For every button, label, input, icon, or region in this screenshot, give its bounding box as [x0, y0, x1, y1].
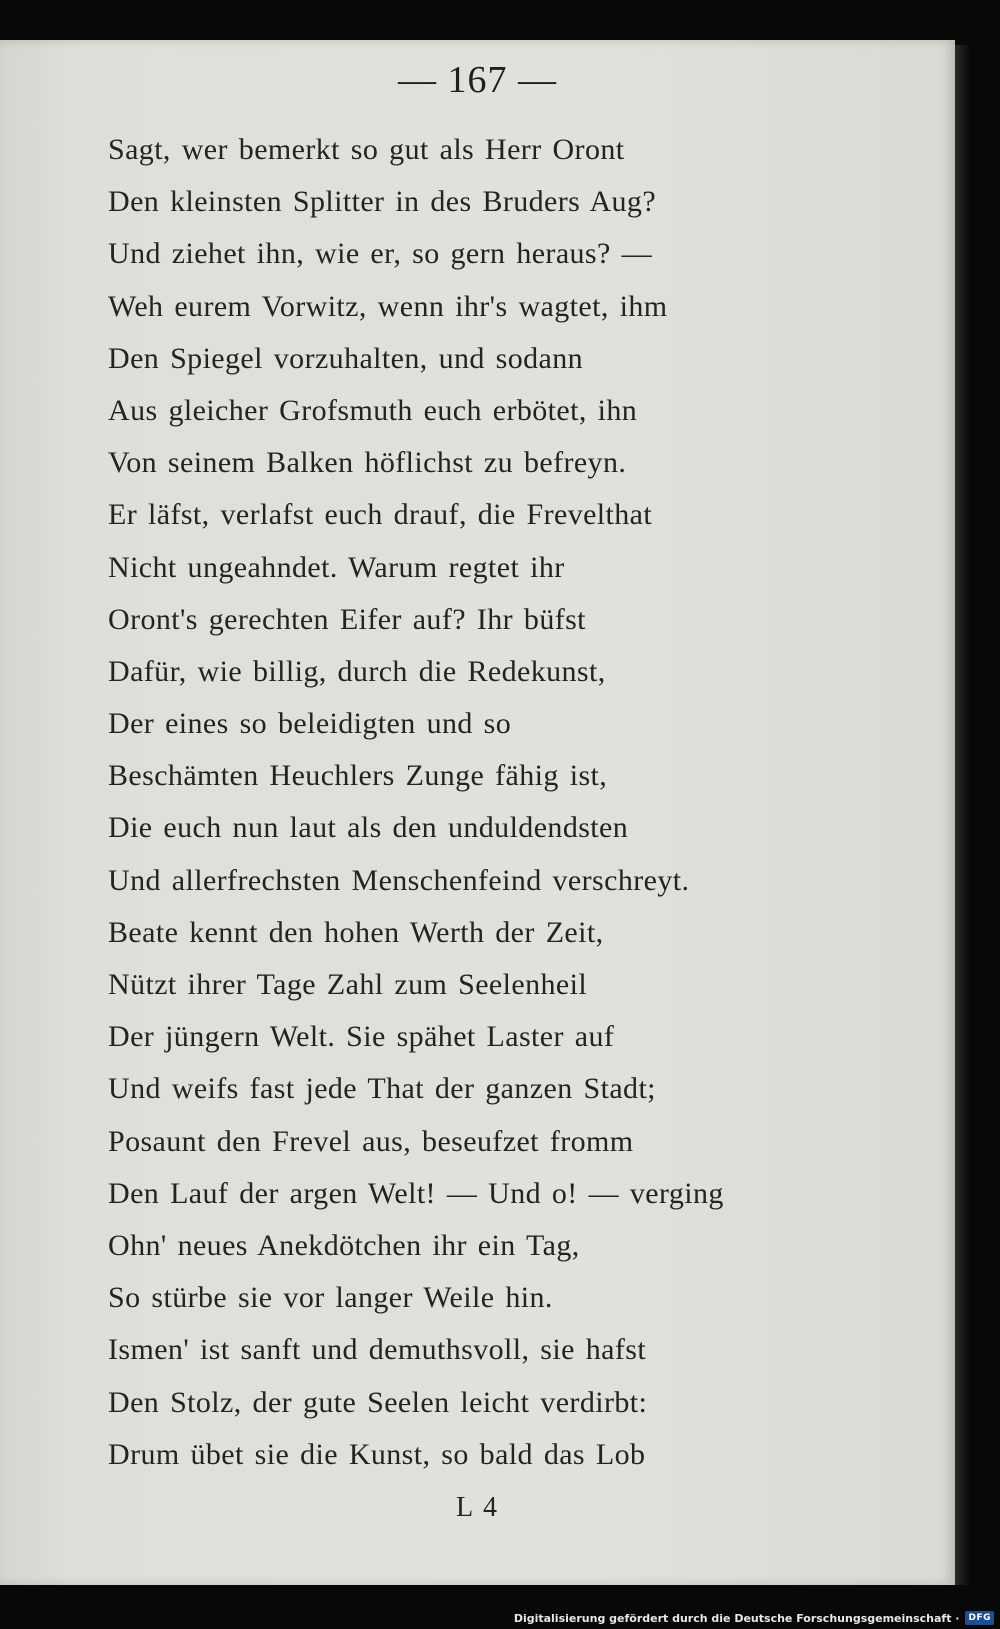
digitization-footer — [514, 1611, 994, 1625]
text-line: Den Spiegel vorzuhalten, und sodann — [108, 341, 584, 375]
text-line: Von seinem Balken höflichst zu befreyn. — [108, 446, 627, 480]
text-line: Und weifs fast jede That der ganzen Stadt; — [108, 1072, 656, 1106]
page-header: — 167 — — [398, 59, 557, 101]
signature-mark: L 4 — [455, 1492, 500, 1523]
text-line: Ismen' ist sanft und demuthsvoll, sie hafst — [108, 1333, 647, 1367]
text-line: Oront's gerechten Eifer auf? Ihr büfst — [108, 602, 586, 636]
text-line: Aus gleicher Grofsmuth euch erbötet, ihn — [108, 393, 638, 427]
text-line: Weh eurem Vorwitz, wenn ihr's wagtet, ihm — [108, 289, 668, 323]
footer-text: Digitalisierung gefördert durch die Deutsche Forschungsgemeinschaft · — [513, 1611, 960, 1625]
page-edge — [955, 45, 969, 1585]
text-line: Die euch nun laut als den unduldendsten — [108, 811, 629, 845]
text-line: Beschämten Heuchlers Zunge fähig ist, — [108, 759, 608, 793]
dfg-logo-icon: DFG — [965, 1611, 994, 1625]
text-line: Sagt, wer bemerkt so gut als Herr Oront — [108, 133, 625, 166]
text-line: Nützt ihrer Tage Zahl zum Seelenheil — [108, 968, 588, 1001]
text-line: So stürbe sie vor langer Weile hin. — [108, 1281, 553, 1315]
text-line: Er läfst, verlafst euch drauf, die Frevelthat — [108, 498, 653, 532]
text-line: Der eines so beleidigten und so — [108, 707, 512, 741]
text-line: Drum übet sie die Kunst, so bald das Lob — [108, 1437, 646, 1471]
text-line: Ohn' neues Anekdötchen ihr ein Tag, — [108, 1228, 580, 1262]
text-line: Nicht ungeahndet. Warum regtet ihr — [108, 550, 565, 584]
text-line: Den kleinsten Splitter in des Bruders Aug? — [108, 185, 657, 219]
text-line: Und ziehet ihn, wie er, so gern heraus? — — [108, 237, 653, 271]
text-line: Den Stolz, der gute Seelen leicht verdirbt: — [108, 1385, 648, 1419]
text-line: Beate kennt den hohen Werth der Zeit, — [108, 915, 604, 949]
text-line: Und allerfrechsten Menschenfeind verschreyt. — [108, 863, 690, 897]
poem-text — [108, 124, 724, 1481]
text-line: Posaunt den Frevel aus, beseufzet fromm — [108, 1124, 634, 1158]
text-line: Den Lauf der argen Welt! — Und o! — verging — [108, 1176, 724, 1210]
text-line: Dafür, wie billig, durch die Redekunst, — [108, 654, 606, 688]
text-line: Der jüngern Welt. Sie spähet Laster auf — [108, 1020, 615, 1054]
